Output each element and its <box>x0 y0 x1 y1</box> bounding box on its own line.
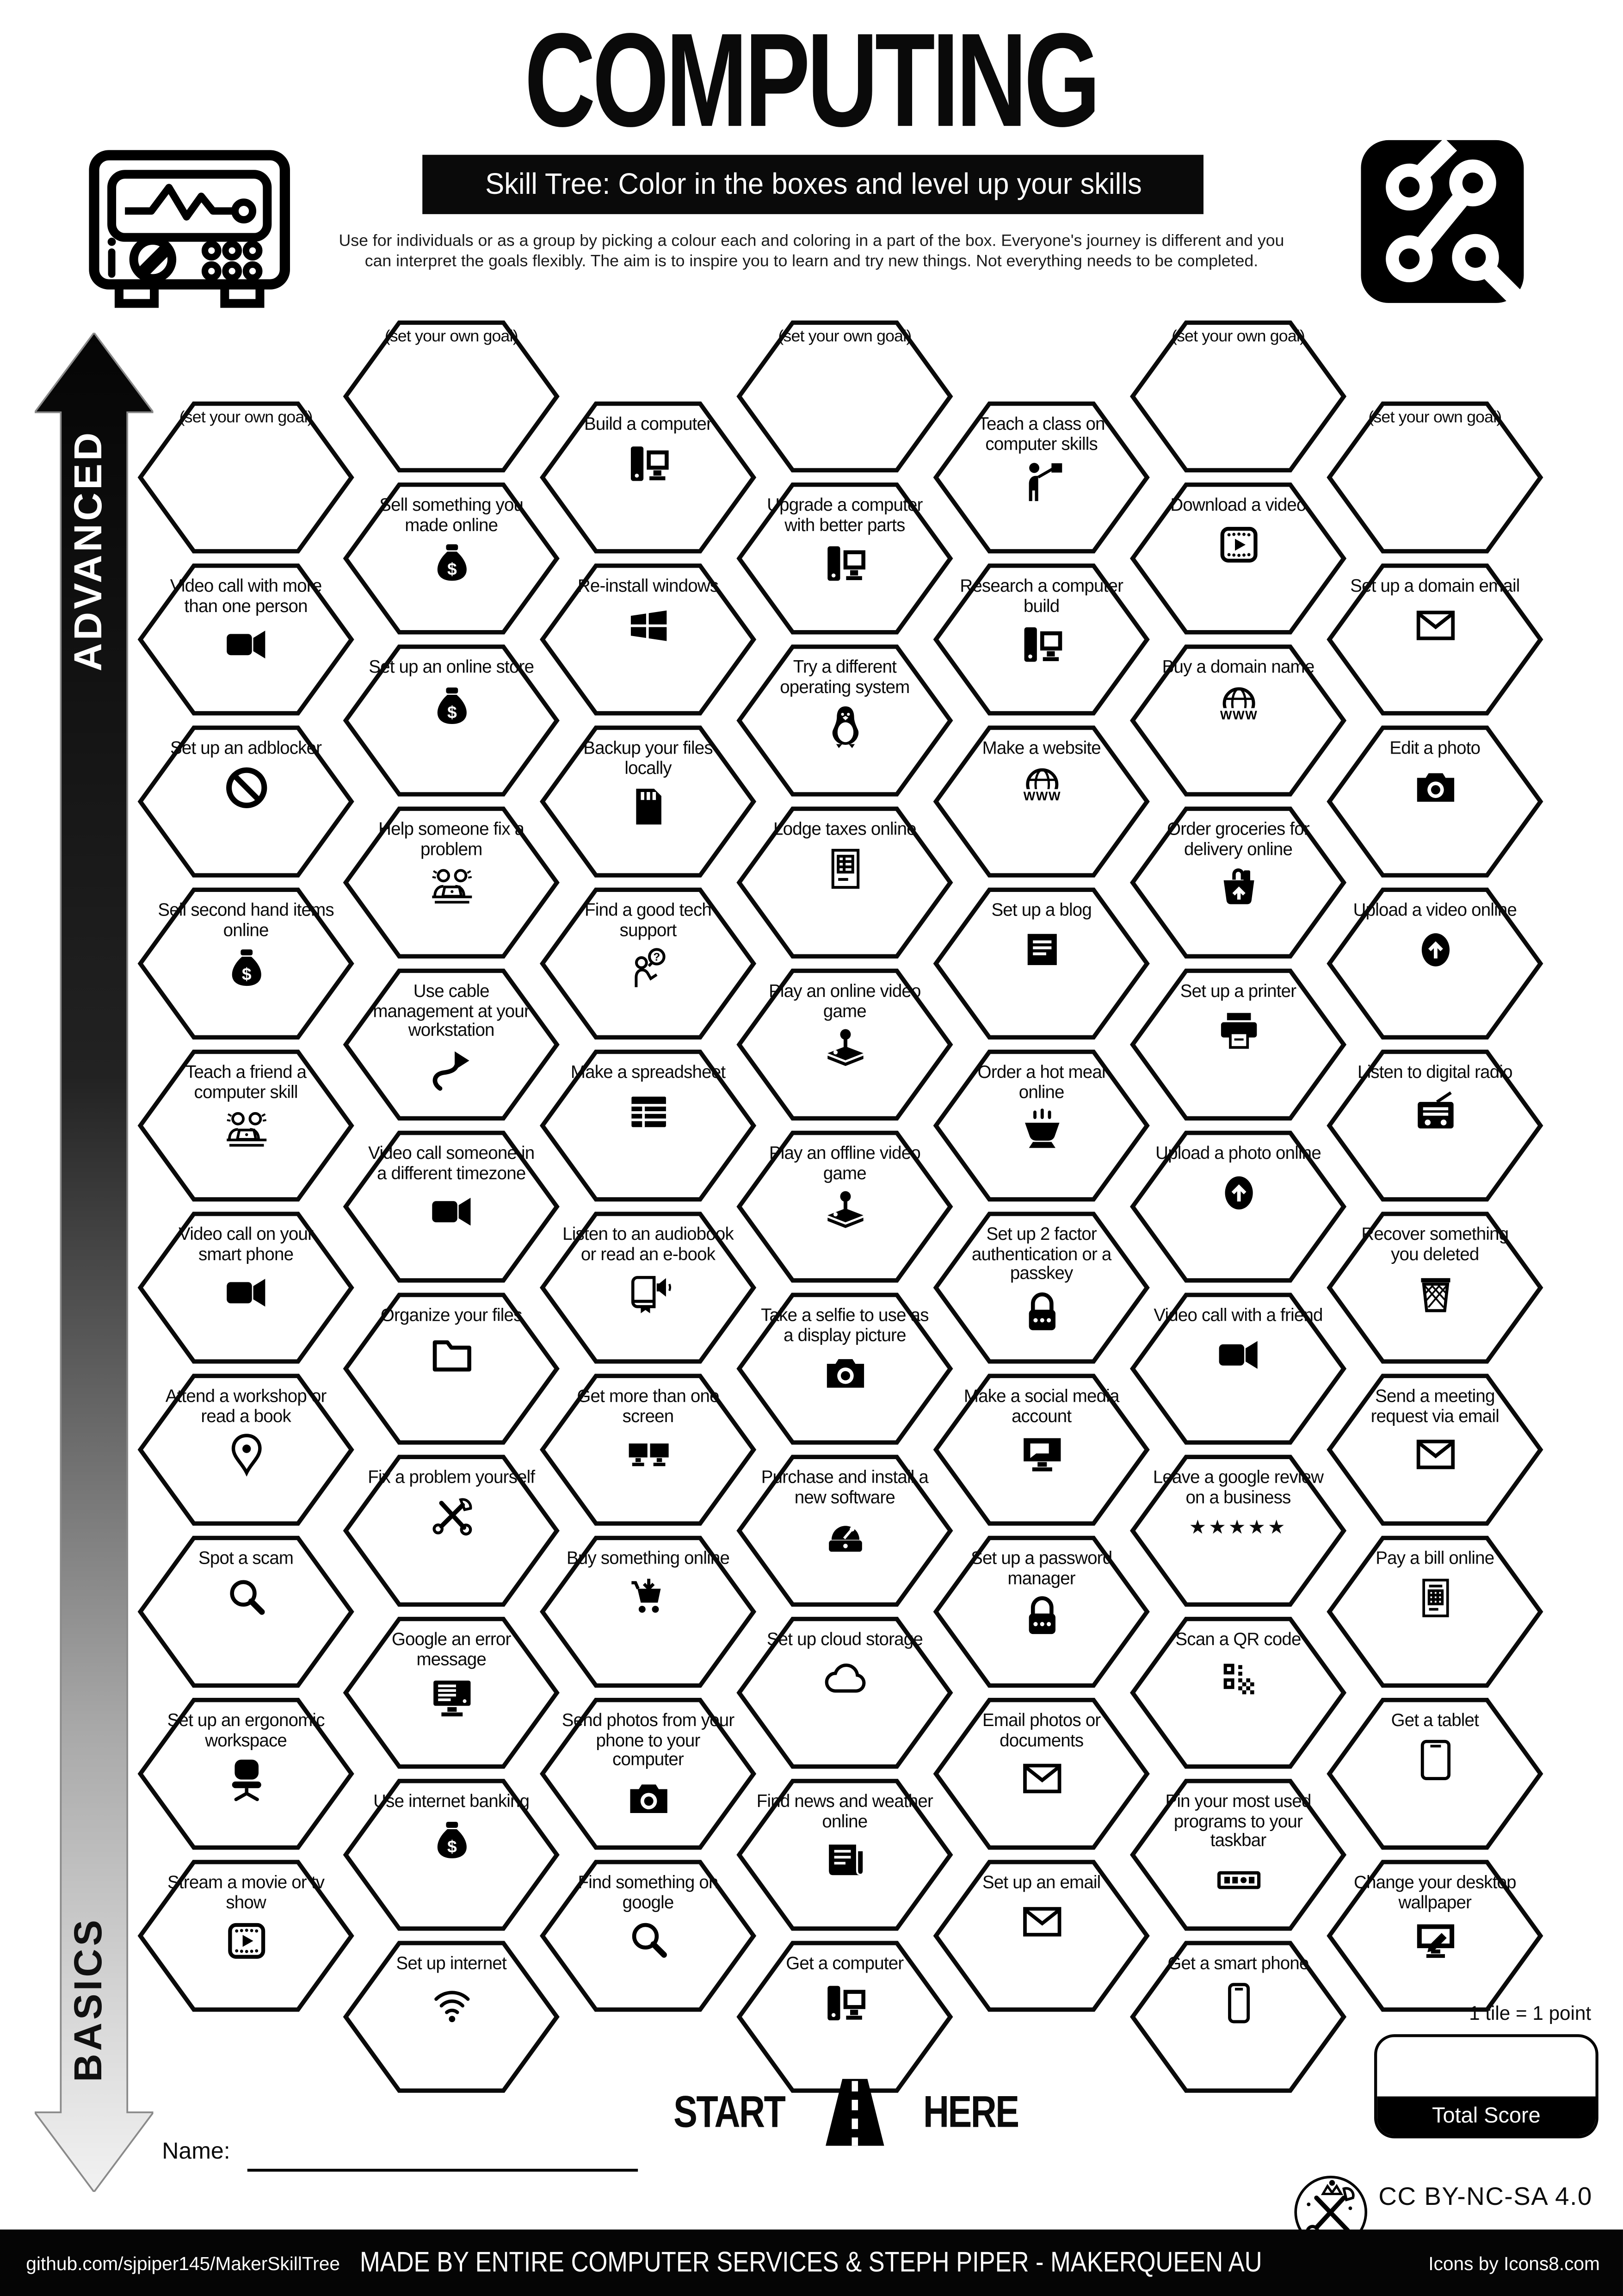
cloud-icon <box>821 1654 869 1702</box>
hex-label: Edit a photo <box>1389 737 1481 758</box>
hex-label: Scan a QR code <box>1175 1629 1301 1650</box>
hex-label: Email photos or documents <box>982 1710 1101 1750</box>
hex-label: Pay a bill online <box>1376 1548 1494 1569</box>
hex-label: (set your own goal) <box>179 409 313 427</box>
hex-tile[interactable] <box>1129 1939 1346 2095</box>
hex-label: Set up a password manager <box>971 1548 1112 1588</box>
hex-label: Set up a blog <box>991 900 1092 921</box>
folder-icon <box>427 1331 475 1378</box>
hex-label: Build a computer <box>584 414 712 434</box>
total-score-box[interactable] <box>1374 2034 1598 2138</box>
hex-tile[interactable] <box>137 724 354 880</box>
penguin-icon <box>821 702 869 749</box>
hex-label: Send photos from your phone to your computer <box>562 1710 734 1770</box>
hex-label: Listen to digital radio <box>1357 1062 1512 1083</box>
camera-icon <box>624 1775 672 1822</box>
money-bag-icon <box>222 945 270 992</box>
road-icon <box>813 2075 896 2150</box>
hex-tile[interactable] <box>736 966 953 1123</box>
hex-label: Stream a movie or tv show <box>167 1872 325 1912</box>
people-laptop-icon <box>222 1107 270 1155</box>
oscilloscope-icon <box>87 140 292 317</box>
svg-text:WWW: WWW <box>1219 707 1257 722</box>
tile-point-note: 1 tile = 1 point <box>1469 2002 1592 2024</box>
newspaper-icon <box>821 1836 869 1884</box>
software-icon <box>821 1512 869 1560</box>
hex-tile[interactable] <box>1327 561 1543 718</box>
hex-tile[interactable] <box>540 1534 757 1690</box>
hex-tile[interactable] <box>1327 885 1543 1042</box>
svg-text:$: $ <box>446 701 457 721</box>
hex-tile[interactable] <box>736 1776 953 1933</box>
envelope-icon <box>1018 1898 1065 1945</box>
hex-label: Organize your files <box>380 1305 522 1325</box>
hex-label: Get a computer <box>786 1953 904 1974</box>
www-globe-icon <box>1018 763 1065 811</box>
hex-label: Order groceries for delivery online <box>1167 819 1309 859</box>
hex-label: Attend a workshop or read a book <box>165 1386 327 1426</box>
magnifier-icon <box>624 1917 672 1965</box>
circuit-board-icon <box>1357 136 1537 316</box>
hex-label: Set up internet <box>396 1953 506 1974</box>
hex-label: Order a hot meal online <box>977 1062 1105 1102</box>
hex-label: Spot a scam <box>198 1548 294 1569</box>
hex-label: Get a tablet <box>1391 1710 1479 1731</box>
hex-tile[interactable] <box>137 1210 354 1366</box>
hex-tile[interactable] <box>1129 805 1346 961</box>
film-play-icon <box>222 1917 270 1965</box>
hex-label: (set your own goal) <box>1368 409 1502 427</box>
name-label: Name: <box>162 2140 230 2165</box>
hex-tile[interactable] <box>343 1453 560 1609</box>
hex-label: Set up an ergonomic workspace <box>167 1710 325 1750</box>
hex-tile[interactable] <box>540 399 757 556</box>
hex-label: Find a good tech support <box>585 900 712 940</box>
qr-code-icon <box>1214 1654 1262 1702</box>
hex-label: Video call with more than one person <box>170 576 322 616</box>
hex-label: Make a social media account <box>963 1386 1119 1426</box>
hex-label: Set up a printer <box>1180 981 1296 1002</box>
hex-tile[interactable] <box>540 561 757 718</box>
hex-tile[interactable] <box>933 561 1150 718</box>
hex-tile[interactable] <box>137 561 354 718</box>
no-entry-icon <box>222 763 270 811</box>
hex-tile[interactable] <box>343 480 560 637</box>
hex-label: Download a video <box>1170 495 1306 515</box>
money-bag-icon <box>427 682 475 730</box>
presenter-icon <box>1018 458 1065 506</box>
advanced-label: ADVANCED <box>66 429 110 672</box>
hex-label: Sell second hand items online <box>158 900 334 940</box>
hex-label: Upload a photo online <box>1155 1143 1321 1163</box>
hex-label: Pin your most used programs to your taskbar <box>1165 1791 1311 1851</box>
hex-tile[interactable] <box>1327 724 1543 880</box>
hex-label: Fix a problem yourself <box>368 1467 535 1487</box>
location-pin-icon <box>222 1431 270 1479</box>
video-camera-icon <box>222 621 270 668</box>
hex-label: Re-install windows <box>577 576 719 596</box>
tablet-icon <box>1411 1735 1459 1783</box>
hex-tile[interactable] <box>137 1047 354 1204</box>
envelope-icon <box>1018 1755 1065 1803</box>
hex-goal-tile[interactable] <box>1327 399 1543 556</box>
radio-icon <box>1411 1087 1459 1135</box>
hex-tile[interactable] <box>1129 1128 1346 1285</box>
people-laptop-icon <box>427 864 475 911</box>
subtitle-banner: Skill Tree: Color in the boxes and level up your skills <box>422 155 1203 214</box>
hex-label: Get more than one screen <box>577 1386 719 1426</box>
hex-label: Take a selfie to use as a display picture <box>761 1305 929 1345</box>
hex-tile[interactable] <box>1129 1615 1346 1771</box>
start-label: START <box>673 2086 785 2137</box>
padlock-icon <box>1018 1593 1065 1640</box>
hex-label: Buy a domain name <box>1162 656 1314 677</box>
hex-label: Send a meeting request via email <box>1370 1386 1500 1426</box>
taskbar-icon <box>1214 1856 1262 1903</box>
camera-icon <box>1411 763 1459 811</box>
hex-label: Try a different operating system <box>780 656 910 697</box>
hex-label: Buy something online <box>567 1548 730 1569</box>
hex-tile[interactable] <box>933 885 1150 1042</box>
hex-label: Play an offline video game <box>769 1143 920 1183</box>
hex-label: Listen to an audiobook or read an e-book <box>562 1224 734 1264</box>
hex-tile[interactable] <box>1327 1210 1543 1366</box>
hex-tile[interactable] <box>1129 966 1346 1123</box>
camera-icon <box>821 1350 869 1398</box>
hex-tile[interactable] <box>1327 1696 1543 1852</box>
hex-label: Purchase and install a new software <box>761 1467 929 1507</box>
hex-label: Get a smart phone <box>1167 1953 1309 1974</box>
description-text: Use for individuals or as a group by picking a colour each and coloring in a part of the box. Everyone's journey is different and you can interpret the goals flexibly. The aim is to inspire you to learn and try new things. Not everything needs to be completed. <box>339 233 1284 271</box>
tax-document-icon <box>821 844 869 892</box>
hex-tile[interactable] <box>137 1696 354 1852</box>
hex-tile[interactable] <box>540 724 757 880</box>
monitor-lines-icon <box>427 1674 475 1721</box>
hex-tile[interactable] <box>1327 1372 1543 1528</box>
envelope-icon <box>1411 601 1459 649</box>
desktop-computer-icon <box>1018 621 1065 668</box>
hex-tile[interactable] <box>736 480 953 637</box>
hex-label: Sell something you made online <box>379 495 524 535</box>
hex-tile[interactable] <box>933 1372 1150 1528</box>
hex-label: Change your desktop wallpaper <box>1354 1872 1516 1912</box>
hex-label: Make a website <box>982 737 1101 758</box>
desktop-computer-icon <box>821 540 869 588</box>
wallpaper-icon <box>1411 1917 1459 1965</box>
hex-label: Set up cloud storage <box>766 1629 923 1650</box>
hex-tile[interactable] <box>540 1210 757 1366</box>
footer-icons-credit: Icons by Icons8.com <box>1428 2252 1600 2274</box>
hex-tile[interactable] <box>343 1939 560 2095</box>
hex-tile[interactable] <box>933 1696 1150 1852</box>
person-question-icon <box>624 945 672 992</box>
hex-tile[interactable] <box>1327 1534 1543 1690</box>
hex-tile[interactable] <box>540 1047 757 1204</box>
license-label: CC BY-NC-SA 4.0 <box>1378 2182 1592 2211</box>
hex-tile[interactable] <box>1129 1453 1346 1609</box>
hex-tile[interactable] <box>343 1615 560 1771</box>
money-bag-icon <box>427 540 475 588</box>
smartphone-icon <box>1214 1979 1262 2026</box>
film-play-icon <box>1214 520 1262 568</box>
hex-label: Video call someone in a different timezone <box>368 1143 535 1183</box>
name-input-line[interactable] <box>247 2169 638 2172</box>
hex-tile[interactable] <box>1129 480 1346 637</box>
hex-label: (set your own goal) <box>384 328 518 346</box>
cart-icon <box>624 1573 672 1621</box>
envelope-icon <box>1411 1431 1459 1479</box>
two-monitors-icon <box>624 1431 672 1479</box>
bill-icon <box>1411 1573 1459 1621</box>
windows-icon <box>624 601 672 649</box>
hex-tile[interactable] <box>343 805 560 961</box>
hex-tile[interactable] <box>1129 1291 1346 1447</box>
www-globe-icon <box>1214 682 1262 730</box>
footer-credit: MADE BY ENTIRE COMPUTER SERVICES & STEPH PIPER - MAKERQUEEN AU <box>360 2246 1263 2278</box>
video-camera-icon <box>222 1269 270 1317</box>
upload-icon <box>1214 1168 1262 1216</box>
start-here <box>613 2075 1076 2150</box>
upload-icon <box>1411 925 1459 973</box>
hex-label: Set up an online store <box>369 656 534 677</box>
hex-tile[interactable] <box>736 1291 953 1447</box>
hex-label: (set your own goal) <box>778 328 912 346</box>
hex-label: Set up a domain email <box>1350 576 1520 596</box>
hex-goal-tile[interactable] <box>1129 318 1346 475</box>
cable-icon <box>427 1046 475 1093</box>
basics-label: BASICS <box>66 1917 110 2082</box>
spreadsheet-icon <box>624 1087 672 1135</box>
footer-bar <box>0 2229 1623 2296</box>
hex-tile[interactable] <box>137 1858 354 2014</box>
hex-label: Video call with a friend <box>1154 1305 1323 1325</box>
hex-label: Research a computer build <box>960 576 1123 616</box>
hex-tile[interactable] <box>343 1291 560 1447</box>
hot-meal-icon <box>1018 1107 1065 1155</box>
hex-label: Backup your files locally <box>583 737 713 778</box>
hex-label: Upgrade a computer with better parts <box>767 495 923 535</box>
hex-tile[interactable] <box>540 1696 757 1852</box>
hex-tile[interactable] <box>343 643 560 799</box>
printer-icon <box>1214 1006 1262 1054</box>
page-title: COMPUTING <box>525 7 1098 155</box>
total-score-label: Total Score <box>1377 2097 1595 2135</box>
magnifier-icon <box>222 1573 270 1621</box>
five-stars-icon: ★★★★★ <box>1189 1516 1288 1538</box>
hex-tile[interactable] <box>933 1210 1150 1366</box>
grocery-bag-icon <box>1214 864 1262 911</box>
audiobook-icon <box>624 1269 672 1317</box>
hex-tile[interactable] <box>933 399 1150 556</box>
hex-tile[interactable] <box>736 643 953 799</box>
svg-text:$: $ <box>241 964 251 984</box>
hex-goal-tile[interactable] <box>736 318 953 475</box>
svg-text:$: $ <box>446 1836 457 1856</box>
hex-tile[interactable] <box>736 1453 953 1609</box>
hex-label: Lodge taxes online <box>773 819 916 839</box>
hex-tile[interactable] <box>540 885 757 1042</box>
hex-tile[interactable] <box>736 1128 953 1285</box>
hex-label: Use internet banking <box>373 1791 530 1812</box>
hex-tile[interactable] <box>137 885 354 1042</box>
padlock-icon <box>1018 1288 1065 1336</box>
hex-label: Teach a class on computer skills <box>978 414 1105 454</box>
hex-label: Make a spreadsheet <box>570 1062 726 1083</box>
office-chair-icon <box>222 1755 270 1803</box>
hex-tile[interactable] <box>933 724 1150 880</box>
hex-label: Recover something you deleted <box>1361 1224 1509 1264</box>
joystick-icon <box>821 1188 869 1236</box>
hex-label: Set up an email <box>982 1872 1101 1893</box>
hex-label: Leave a google review on a business <box>1153 1467 1324 1507</box>
hex-tile[interactable] <box>1327 1047 1543 1204</box>
sd-card-icon <box>624 783 672 830</box>
video-camera-icon <box>1214 1331 1262 1378</box>
hex-tile[interactable] <box>137 1372 354 1528</box>
hex-label: Set up 2 factor authentication or a passkey <box>971 1224 1111 1284</box>
hex-tile[interactable] <box>1327 1858 1543 2014</box>
hex-tile[interactable] <box>137 1534 354 1690</box>
hex-tile[interactable] <box>343 1776 560 1933</box>
monitor-chat-icon <box>1018 1431 1065 1479</box>
svg-text:?: ? <box>652 951 660 964</box>
hex-tile[interactable] <box>540 1858 757 2014</box>
hex-goal-tile[interactable] <box>343 318 560 475</box>
wifi-icon <box>427 1979 475 2026</box>
footer-repo-link[interactable]: github.com/sjpiper145/MakerSkillTree <box>26 2252 340 2274</box>
hex-goal-tile[interactable] <box>137 399 354 556</box>
hex-tile[interactable] <box>736 1615 953 1771</box>
hex-tile[interactable] <box>933 1047 1150 1204</box>
svg-text:$: $ <box>446 559 457 579</box>
desktop-computer-icon <box>624 439 672 487</box>
hex-label: (set your own goal) <box>1171 328 1305 346</box>
svg-text:WWW: WWW <box>1023 788 1061 803</box>
hex-label: Help someone fix a problem <box>378 819 525 859</box>
hex-label: Upload a video online <box>1353 900 1517 921</box>
hex-tile[interactable] <box>933 1534 1150 1690</box>
hex-tile[interactable] <box>343 1128 560 1285</box>
hex-label: Video call on your smart phone <box>179 1224 314 1264</box>
hex-tile[interactable] <box>736 805 953 961</box>
blog-icon <box>1018 925 1065 973</box>
hex-tile[interactable] <box>540 1372 757 1528</box>
hex-tile[interactable] <box>933 1858 1150 2014</box>
here-label: HERE <box>923 2086 1018 2137</box>
hex-label: Play an online video game <box>769 981 921 1021</box>
desktop-computer-icon <box>821 1979 869 2026</box>
hex-label: Find news and weather online <box>756 1791 933 1831</box>
hex-tile[interactable] <box>736 1939 953 2095</box>
joystick-icon <box>821 1026 869 1073</box>
money-bag-icon <box>427 1816 475 1864</box>
hex-label: Teach a friend a computer skill <box>185 1062 307 1102</box>
hex-label: Find something on google <box>578 1872 718 1912</box>
video-camera-icon <box>427 1188 475 1236</box>
hex-tile[interactable] <box>1129 643 1346 799</box>
hex-label: Use cable management at your workstation <box>373 981 530 1040</box>
hex-tile[interactable] <box>343 966 560 1123</box>
hex-tile[interactable] <box>1129 1776 1346 1933</box>
hex-label: Google an error message <box>391 1629 511 1669</box>
hex-label: Set up an adblocker <box>170 737 322 758</box>
tools-icon <box>427 1492 475 1540</box>
trash-icon <box>1411 1269 1459 1317</box>
